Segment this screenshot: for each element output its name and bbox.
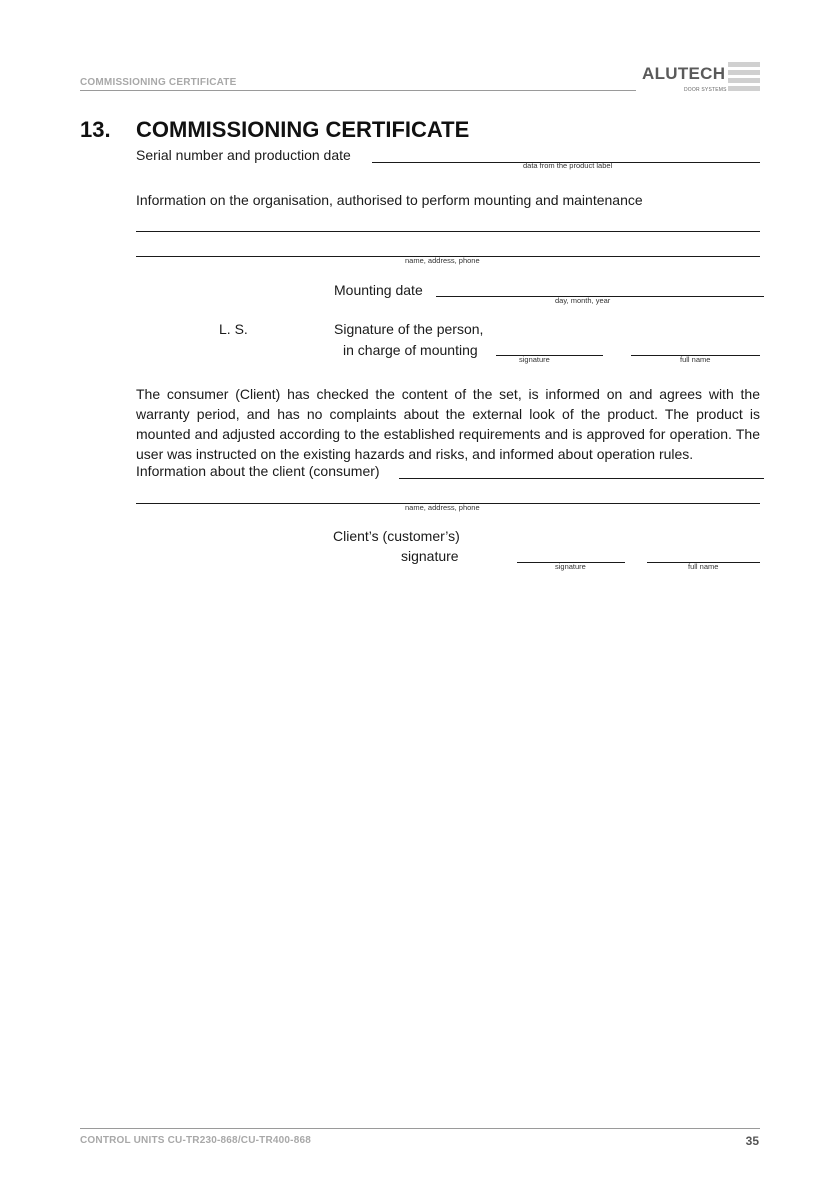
client-full-name-hint: full name xyxy=(688,562,719,571)
person-signature-hint: signature xyxy=(519,355,550,364)
client-info-hint: name, address, phone xyxy=(405,503,480,512)
ls-stamp-label: L. S. xyxy=(219,321,248,337)
alutech-logo xyxy=(640,62,762,96)
logo-stripes-icon xyxy=(728,62,760,94)
logo-subtitle: DOOR SYSTEMS xyxy=(684,87,727,93)
footer-product-line: CONTROL UNITS CU-TR230-868/CU-TR400-868 xyxy=(80,1135,311,1146)
logo-brand: ALUTECH xyxy=(642,64,726,83)
mounting-date-label: Mounting date xyxy=(334,282,423,298)
person-full-name-hint: full name xyxy=(680,355,711,364)
serial-number-hint: data from the product label xyxy=(523,161,613,170)
client-signature-label-line2: signature xyxy=(401,548,459,564)
client-info-label: Information about the client (consumer) xyxy=(136,463,380,479)
header-rule xyxy=(80,90,636,91)
serial-number-label: Serial number and production date xyxy=(136,147,351,163)
client-signature-hint: signature xyxy=(555,562,586,571)
running-header-title: COMMISSIONING CERTIFICATE xyxy=(80,77,237,88)
client-signature-label-line1: Client’s (customer’s) xyxy=(333,528,460,544)
mounting-date-hint: day, month, year xyxy=(555,296,611,305)
person-signature-label-line1: Signature of the person, xyxy=(334,321,484,337)
organisation-info-hint: name, address, phone xyxy=(405,256,480,265)
footer-rule xyxy=(80,1128,760,1129)
page-number: 35 xyxy=(745,1134,759,1148)
section-title: COMMISSIONING CERTIFICATE xyxy=(136,117,470,142)
consumer-statement: The consumer (Client) has checked the content of the set, is informed on and agrees with the warranty period, and has no complaints about the external look of the product. The product is mounted and adjusted according to the established requirements and is approved for operation. The user was instructed on the existing hazards and risks, and informed about operation rules. xyxy=(136,386,760,462)
person-signature-label-line2: in charge of mounting xyxy=(343,342,478,358)
organisation-info-label: Information on the organisation, authorised to perform mounting and maintenance xyxy=(136,192,643,208)
organisation-info-field-line-1[interactable] xyxy=(136,231,760,232)
client-info-field-line-1[interactable] xyxy=(399,478,764,479)
section-number: 13. xyxy=(80,117,111,142)
